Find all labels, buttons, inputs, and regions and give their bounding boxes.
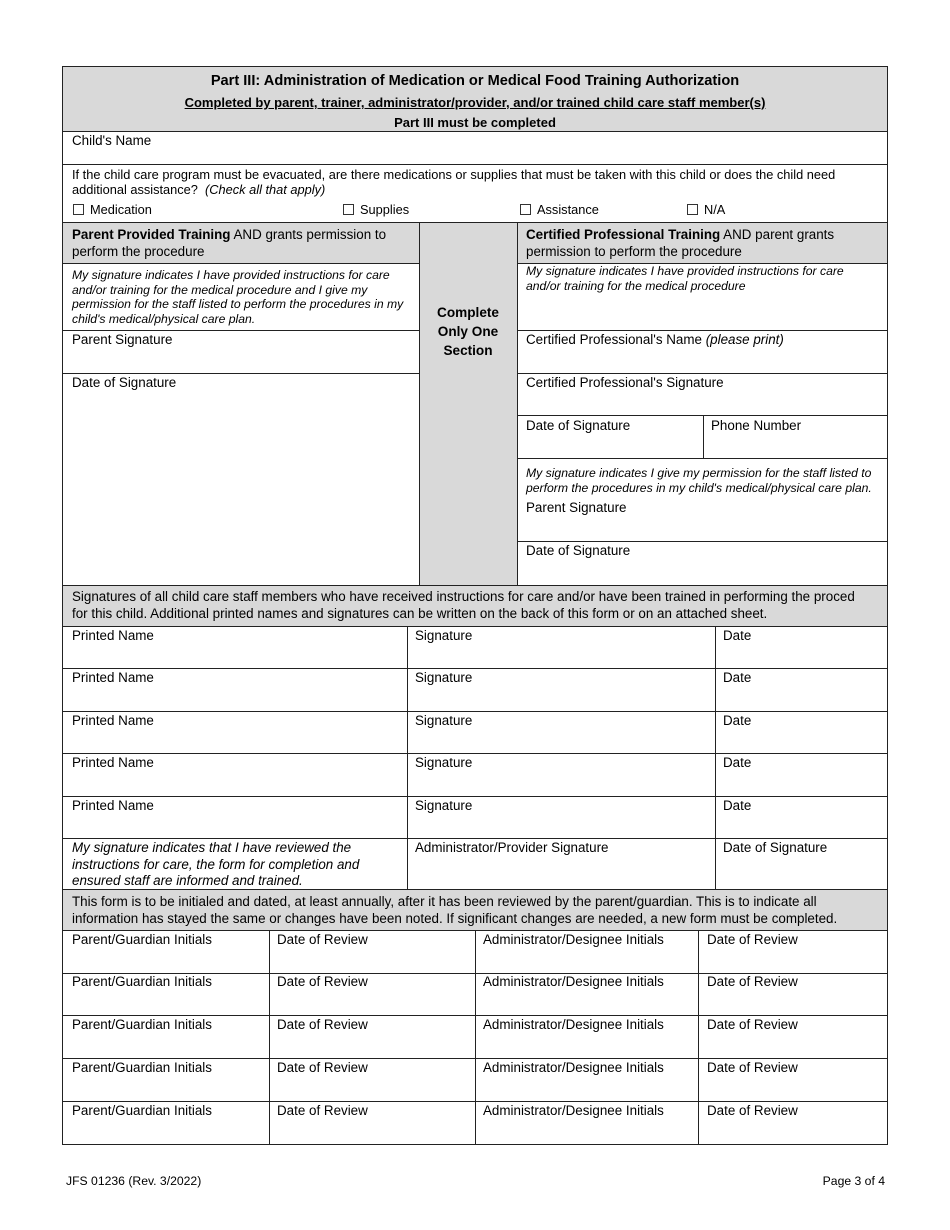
parent-review-date-field[interactable] xyxy=(270,1121,475,1144)
date-label: Date xyxy=(723,798,752,813)
parent-initials-label: Parent/Guardian Initials xyxy=(72,1060,212,1075)
professional-parent-date-label: Date of Signature xyxy=(526,543,631,558)
form-title: Part III: Administration of Medication or Medical Food Training Authorization xyxy=(210,73,740,89)
date-label: Date xyxy=(723,628,752,643)
rule xyxy=(63,668,887,669)
printed-name-field[interactable] xyxy=(63,731,407,752)
parent-date-label: Date of Signature xyxy=(72,375,177,390)
review-intro-line1: This form is to be initialed and dated, at least annually, after it has been reviewed by the parent/guardian. This is to indicate all xyxy=(72,894,817,909)
statement-line: My signature indicates that I have reviewed the xyxy=(72,840,352,855)
form-subtitle: Completed by parent, trainer, administrator/provider, and/or trained child care staff member(s) xyxy=(184,95,766,110)
statement-line: and/or training for the medical procedure and I give my xyxy=(72,282,368,297)
date-field[interactable] xyxy=(716,731,887,752)
date-label: Date xyxy=(723,755,752,770)
parent-review-date-field[interactable] xyxy=(270,1035,475,1057)
admin-review-date-label: Date of Review xyxy=(707,1060,798,1075)
parent-review-date-label: Date of Review xyxy=(277,1103,368,1118)
option-assistance[interactable] xyxy=(520,202,599,218)
admin-initials-field[interactable] xyxy=(476,1035,698,1057)
signature-field[interactable] xyxy=(408,773,715,795)
rule xyxy=(63,222,887,223)
statement-line: perform the procedures in my child's medical/physical care plan. xyxy=(526,480,872,495)
admin-review-date-label: Date of Review xyxy=(707,1103,798,1118)
admin-initials-field[interactable] xyxy=(476,992,698,1014)
evacuation-question-hint: (Check all that apply) xyxy=(205,182,326,197)
printed-name-field[interactable] xyxy=(63,816,407,837)
signature-field[interactable] xyxy=(408,731,715,752)
rule xyxy=(63,838,887,839)
admin-date-field[interactable] xyxy=(716,858,887,888)
child-name-label: Child's Name xyxy=(72,133,152,148)
printed-name-field[interactable] xyxy=(63,688,407,710)
statement-line: My signature indicates I have provided instructions for care xyxy=(526,264,844,278)
staff-intro-line1: Signatures of all child care staff members who have received instructions for care and/or have been trained in performing the proced xyxy=(72,589,855,604)
option-na[interactable] xyxy=(687,202,725,218)
form-id: JFS 01236 (Rev. 3/2022) xyxy=(66,1174,202,1188)
parent-initials-field[interactable] xyxy=(63,1035,269,1057)
rule xyxy=(63,164,887,165)
rule xyxy=(63,626,887,627)
option-label: Assistance xyxy=(537,202,599,217)
admin-initials-field[interactable] xyxy=(476,950,698,972)
parent-review-date-label: Date of Review xyxy=(277,974,368,989)
admin-initials-field[interactable] xyxy=(476,1121,698,1144)
parent-permission-statement xyxy=(526,466,872,495)
signature-field[interactable] xyxy=(408,688,715,710)
parent-initials-field[interactable] xyxy=(63,1121,269,1144)
evacuation-question-line1: If the child care program must be evacuated, are there medications or supplies that must be taken with this child or does the child need xyxy=(72,167,836,182)
signature-label: Signature xyxy=(415,670,473,685)
signature-label: Signature xyxy=(415,755,473,770)
professional-parent-date-field[interactable] xyxy=(517,561,887,584)
parent-review-date-label: Date of Review xyxy=(277,1060,368,1075)
admin-review-date-field[interactable] xyxy=(699,992,887,1014)
professional-training-statement xyxy=(526,264,844,293)
supplies-checkbox[interactable] xyxy=(343,204,354,215)
admin-review-date-field[interactable] xyxy=(699,950,887,972)
date-field[interactable] xyxy=(716,646,887,667)
middle-line: Section xyxy=(443,343,493,358)
parent-date-field[interactable] xyxy=(63,393,419,415)
parent-initials-label: Parent/Guardian Initials xyxy=(72,1017,212,1032)
professional-date-label: Date of Signature xyxy=(526,418,631,433)
admin-review-date-field[interactable] xyxy=(699,1035,887,1057)
signature-label: Signature xyxy=(415,713,473,728)
admin-review-date-field[interactable] xyxy=(699,1078,887,1100)
signature-label: Signature xyxy=(415,628,473,643)
rule xyxy=(517,373,887,374)
professional-signature-label: Certified Professional's Signature xyxy=(526,375,724,390)
printed-name-field[interactable] xyxy=(63,646,407,667)
professional-name-hint: (please print) xyxy=(705,332,784,347)
professional-training-heading-line2: permission to perform the procedure xyxy=(526,243,742,259)
rule xyxy=(517,330,887,331)
statement-line: permission for the staff listed to perform the procedures in my xyxy=(72,297,404,312)
middle-line: Only One xyxy=(437,324,499,339)
professional-signature-field[interactable] xyxy=(517,393,887,414)
professional-parent-signature-label: Parent Signature xyxy=(526,500,627,515)
parent-training-heading-line2: perform the procedure xyxy=(72,243,205,259)
evacuation-question xyxy=(72,167,835,197)
parent-training-heading xyxy=(72,227,386,260)
date-label: Date xyxy=(723,713,752,728)
admin-statement xyxy=(72,840,359,890)
parent-initials-field[interactable] xyxy=(63,950,269,972)
signature-label: Signature xyxy=(415,798,473,813)
professional-name-field[interactable] xyxy=(517,350,887,372)
admin-review-date-label: Date of Review xyxy=(707,1017,798,1032)
parent-review-date-field[interactable] xyxy=(270,992,475,1014)
rule xyxy=(63,585,887,586)
option-supplies[interactable] xyxy=(343,202,409,218)
option-medication[interactable] xyxy=(73,202,152,218)
admin-signature-label: Administrator/Provider Signature xyxy=(415,840,609,855)
parent-signature-field[interactable] xyxy=(63,350,419,372)
admin-initials-label: Administrator/Designee Initials xyxy=(483,1103,664,1118)
parent-review-date-label: Date of Review xyxy=(277,1017,368,1032)
option-label: N/A xyxy=(704,202,726,217)
date-field[interactable] xyxy=(716,688,887,710)
option-label: Medication xyxy=(90,202,152,217)
phone-number-field[interactable] xyxy=(704,436,887,457)
admin-initials-label: Administrator/Designee Initials xyxy=(483,1017,664,1032)
admin-initials-label: Administrator/Designee Initials xyxy=(483,932,664,947)
professional-training-heading-rest: AND parent grants xyxy=(720,227,835,242)
date-label: Date xyxy=(723,670,752,685)
parent-initials-label: Parent/Guardian Initials xyxy=(72,974,212,989)
review-intro xyxy=(72,893,837,927)
date-field[interactable] xyxy=(716,773,887,795)
signature-field[interactable] xyxy=(408,646,715,667)
staff-intro xyxy=(72,589,886,625)
parent-initials-label: Parent/Guardian Initials xyxy=(72,1103,212,1118)
admin-review-date-field[interactable] xyxy=(699,1121,887,1144)
signature-field[interactable] xyxy=(408,816,715,837)
complete-one-section-label xyxy=(419,303,517,360)
medication-checkbox[interactable] xyxy=(73,204,84,215)
printed-name-label: Printed Name xyxy=(72,670,154,685)
statement-line: and/or training for the medical procedure xyxy=(526,278,746,293)
parent-training-heading-bold: Parent Provided Training xyxy=(72,227,231,242)
admin-initials-label: Administrator/Designee Initials xyxy=(483,974,664,989)
admin-review-date-label: Date of Review xyxy=(707,974,798,989)
evacuation-question-line2: additional assistance? xyxy=(72,182,198,197)
professional-training-heading xyxy=(526,227,834,260)
professional-training-heading-bold: Certified Professional Training xyxy=(526,227,721,242)
na-checkbox[interactable] xyxy=(687,204,698,215)
rule xyxy=(517,541,887,542)
professional-name-label xyxy=(526,332,784,348)
review-intro-line2: information has stayed the same or changes have been noted. If significant changes are needed, a new form must be completed. xyxy=(72,911,838,926)
part-note: Part III must be completed xyxy=(394,115,556,130)
phone-number-label: Phone Number xyxy=(711,418,802,433)
assistance-checkbox[interactable] xyxy=(520,204,531,215)
printed-name-label: Printed Name xyxy=(72,628,154,643)
printed-name-field[interactable] xyxy=(63,773,407,795)
parent-review-date-field[interactable] xyxy=(270,1078,475,1100)
parent-training-statement xyxy=(72,268,403,326)
middle-line: Complete xyxy=(437,305,499,320)
staff-intro-line2: for this child. Additional printed names and signatures can be written on the back of this form or on an attached sheet. xyxy=(72,606,768,621)
parent-initials-field[interactable] xyxy=(63,1078,269,1100)
printed-name-label: Printed Name xyxy=(72,755,154,770)
parent-initials-field[interactable] xyxy=(63,992,269,1014)
statement-line: child's medical/physical care plan. xyxy=(72,311,256,326)
professional-parent-signature-field[interactable] xyxy=(517,518,887,540)
rule xyxy=(63,330,419,331)
rule xyxy=(517,458,887,459)
option-label: Supplies xyxy=(360,202,410,217)
parent-signature-label: Parent Signature xyxy=(72,332,173,347)
parent-training-heading-rest: AND grants permission to xyxy=(230,227,387,242)
rule xyxy=(63,711,887,712)
admin-initials-field[interactable] xyxy=(476,1078,698,1100)
page-number: Page 3 of 4 xyxy=(822,1174,885,1188)
rule xyxy=(517,415,887,416)
admin-signature-field[interactable] xyxy=(408,858,715,888)
rule xyxy=(63,373,419,374)
statement-line: My signature indicates I give my permission for the staff listed to xyxy=(526,466,872,480)
statement-line: My signature indicates I have provided instructions for care xyxy=(72,268,390,282)
rule xyxy=(63,753,887,754)
parent-review-date-label: Date of Review xyxy=(277,932,368,947)
rule xyxy=(419,222,420,585)
printed-name-label: Printed Name xyxy=(72,798,154,813)
rule xyxy=(63,263,419,264)
admin-initials-label: Administrator/Designee Initials xyxy=(483,1060,664,1075)
parent-review-date-field[interactable] xyxy=(270,950,475,972)
admin-review-date-label: Date of Review xyxy=(707,932,798,947)
statement-line: ensured staff are informed and trained. xyxy=(72,873,303,888)
child-name-input[interactable] xyxy=(200,133,880,162)
date-field[interactable] xyxy=(716,816,887,837)
printed-name-label: Printed Name xyxy=(72,713,154,728)
rule xyxy=(63,796,887,797)
professional-name-text: Certified Professional's Name xyxy=(526,332,706,347)
statement-line: instructions for care, the form for completion and xyxy=(72,856,360,872)
admin-date-label: Date of Signature xyxy=(723,840,828,855)
parent-initials-label: Parent/Guardian Initials xyxy=(72,932,212,947)
rule xyxy=(63,131,887,132)
professional-date-field[interactable] xyxy=(517,436,703,457)
